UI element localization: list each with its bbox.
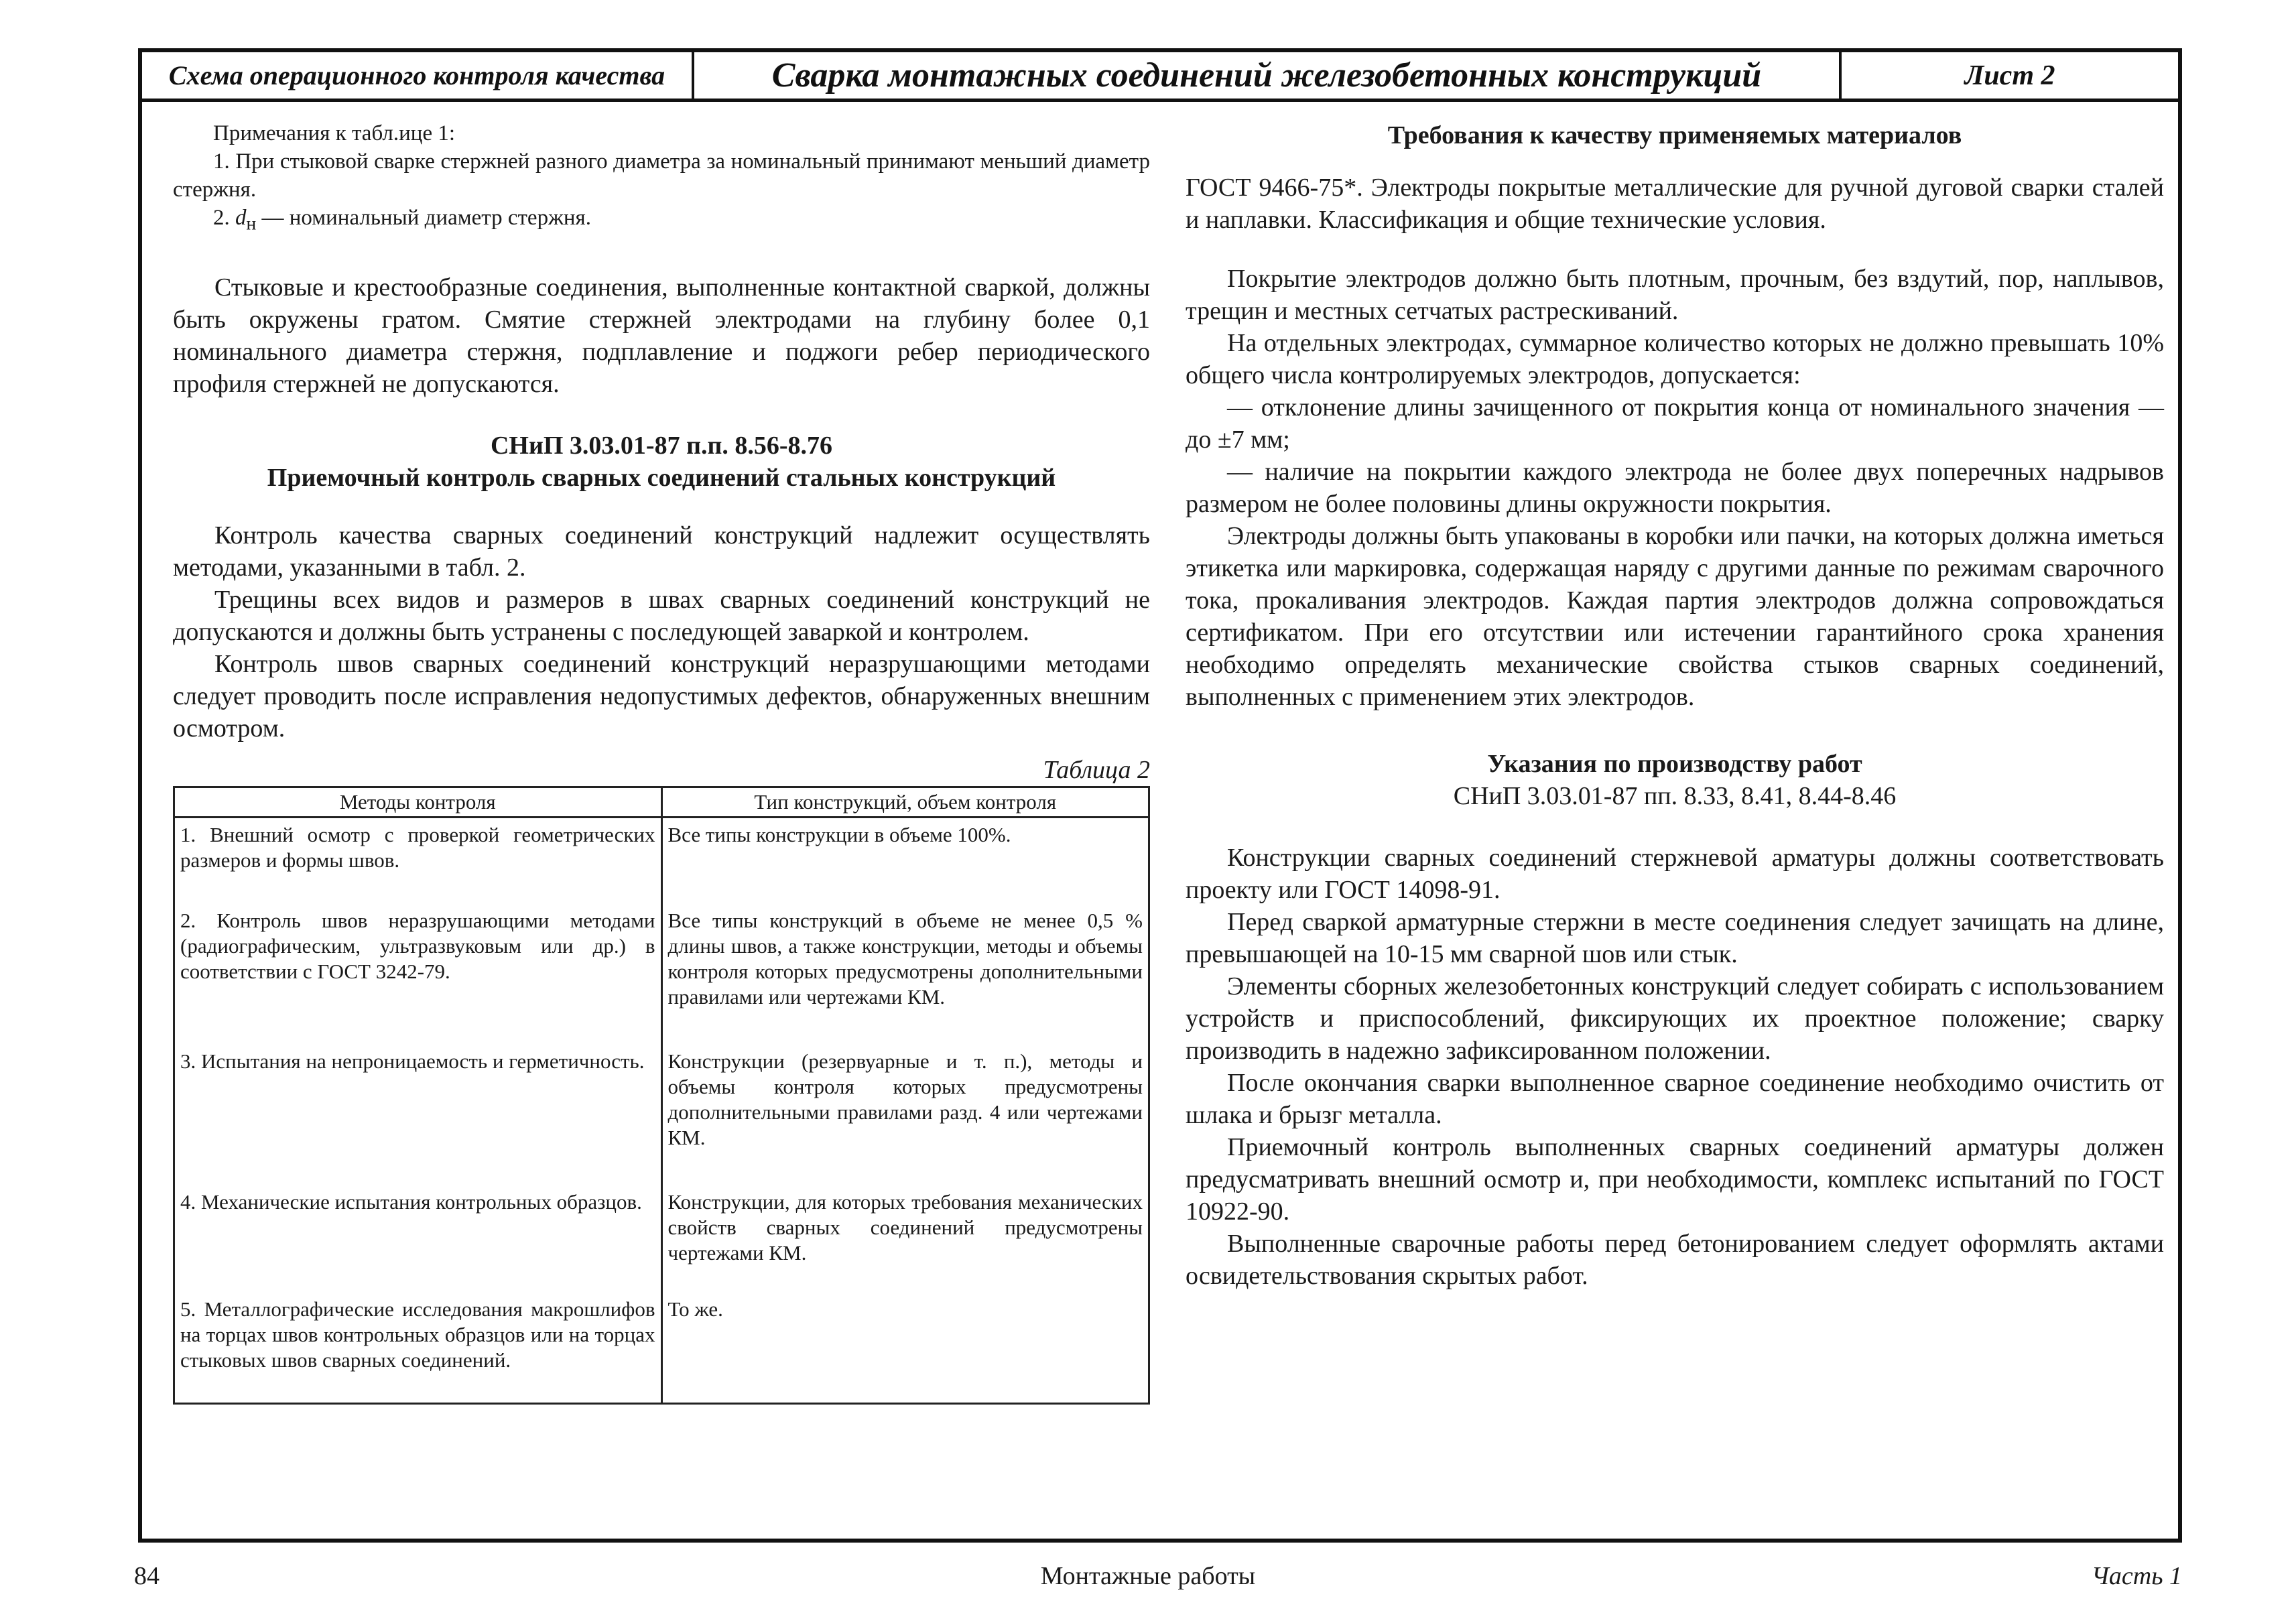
- paragraph-quality-control: Контроль качества сварных соединений конструкций надлежит осуществлять методами, указанными в табл. 2.: [173, 521, 1150, 582]
- header-sheet-number: Лист 2: [1964, 60, 2055, 91]
- right-column: [1186, 119, 2164, 1292]
- table-cell-method: 4. Механические испытания контрольных образцов.: [174, 1185, 662, 1293]
- snip-heading: СНиП 3.03.01-87 п.п. 8.56-8.76: [490, 431, 833, 460]
- note-2-prefix: 2.: [213, 206, 235, 230]
- work-instructions-heading: Указания по производству работ: [1487, 750, 1862, 778]
- note-1: 1. При стыковой сварке стержней разного диаметра за номинальный принимают меньший диаметр стержня.: [173, 149, 1150, 202]
- control-methods-table: [173, 786, 1150, 1405]
- paragraph-coating: Покрытие электродов должно быть плотным, прочным, без вздутий, пор, наплывов, трещин и местных сетчатых растрескиваний.: [1186, 265, 2164, 325]
- table-cell-scope: Все типы конструкции в объеме 100%.: [661, 817, 1149, 904]
- paragraph-coating-tears: — наличие на покрытии каждого электрода не более двух поперечных надрывов размером не более половины длины окружности покрытия.: [1186, 458, 2164, 518]
- table-header-methods: Методы контроля: [174, 787, 662, 817]
- table-cell-method: 2. Контроль швов неразрушающими методами (радиографическим, ультразвуковым или др.) в соответствии с ГОСТ 3242-79.: [174, 904, 662, 1045]
- header-scheme-title: Схема операционного контроля качества: [142, 52, 694, 99]
- paragraph-cleaning-rebar: Перед сваркой арматурные стержни в месте соединения следует зачищать на длине, превышающей на 10-15 мм сварной шов или стык.: [1186, 908, 2164, 968]
- page-frame: [138, 48, 2182, 1543]
- paragraph-length-deviation: — отклонение длины зачищенного от покрытия конца от номинального значения — до ±7 мм;: [1186, 393, 2164, 454]
- table-cell-method: 3. Испытания на непроницаемость и герметичность.: [174, 1045, 662, 1185]
- table-cell-method: 5. Металлографические исследования макрошлифов на торцах швов контрольных образцов или на торцах стыковых швов сварных соединений.: [174, 1293, 662, 1403]
- table-cell-scope: То же.: [661, 1293, 1149, 1403]
- note-2-text: — номинальный диаметр стержня.: [256, 206, 591, 230]
- header-table: [142, 52, 2178, 102]
- table-row: [174, 817, 1149, 904]
- materials-heading: Требования к качеству применяемых материалов: [1387, 121, 1962, 149]
- acceptance-control-heading: Приемочный контроль сварных соединений стальных конструкций: [267, 463, 1056, 492]
- table-row: [174, 1185, 1149, 1293]
- paragraph-cracks: Трещины всех видов и размеров в швах сварных соединений конструкций не допускаются и должны быть устранены с последующей заваркой и контролем.: [173, 585, 1150, 646]
- paragraph-contact-welding: Стыковые и крестообразные соединения, выполненные контактной сваркой, должны быть окружены гратом. Смятие стержней электродами на глубину более 0,1 номинального диаметра стержня, подплавление и поджоги ребер периодического профиля стержней не допускаются.: [173, 273, 1150, 398]
- paragraph-assembly: Элементы сборных железобетонных конструкций следует собирать с использованием устройств и приспособлений, фиксирующих их проектное положение; сварку производить в надежно зафиксированном положении.: [1186, 972, 2164, 1065]
- paragraph-allowed-deviations: На отдельных электродах, суммарное количество которых не должно превышать 10% общего числа контролируемых электродов, допускается:: [1186, 329, 2164, 389]
- paragraph-packaging: Электроды должны быть упакованы в коробки или пачки, на которых должна иметься этикетка или маркировка, содержащая наряду с другими данные по режимам сварочного тока, прокаливания электродов. Каждая партия электродов должна сопровождаться сертификатом. При его отсутствии или истечении гарантийного срока хранения необходимо определять механические свойства стыков сварных соединений, выполненных с применением этих электродов.: [1186, 522, 2164, 711]
- work-instructions-snip: СНиП 3.03.01-87 пп. 8.33, 8.41, 8.44-8.46: [1453, 782, 1897, 810]
- table-row: [174, 1045, 1149, 1185]
- page-number: 84: [134, 1562, 160, 1590]
- table-header-row: [174, 787, 1149, 817]
- footer-part: Часть 1: [2091, 1562, 2182, 1590]
- table-cell-method: 1. Внешний осмотр с проверкой геометрических размеров и формы швов.: [174, 817, 662, 904]
- footer-section-title: Монтажные работы: [1040, 1562, 1256, 1590]
- table-caption: Таблица 2: [1043, 755, 1150, 784]
- paragraph-slag-removal: После окончания сварки выполненное сварное соединение необходимо очистить от шлака и брызг металла.: [1186, 1069, 2164, 1129]
- table-header-types: Тип конструкций, объем контроля: [661, 787, 1149, 817]
- table-cell-scope: Конструкции (резервуарные и т. п.), методы и объемы контроля которых предусмотрены дополнительными правилами разд. 4 или чертежами КМ.: [661, 1045, 1149, 1185]
- paragraph-acceptance: Приемочный контроль выполненных сварных соединений арматуры должен предусматривать внешний осмотр и, при необходимости, комплекс испытаний по ГОСТ 10922-90.: [1186, 1133, 2164, 1226]
- table-row: [174, 1293, 1149, 1403]
- paragraph-rebar-joints: Конструкции сварных соединений стержневой арматуры должны соответствовать проекту или ГОСТ 14098-91.: [1186, 844, 2164, 904]
- table-row: [174, 904, 1149, 1045]
- note-2-subscript: н: [246, 212, 257, 234]
- table-cell-scope: Конструкции, для которых требования механических свойств сварных соединений предусмотрены чертежами КМ.: [661, 1185, 1149, 1293]
- left-column: [173, 119, 1150, 1405]
- table-cell-scope: Все типы конструкций в объеме не менее 0,5 % длины швов, а также конструкции, методы и объемы контроля которых предусмотрены дополнительными правилами или чертежами КМ.: [661, 904, 1149, 1045]
- note-2: [173, 204, 1150, 238]
- notes-title: Примечания к табл.ице 1:: [213, 121, 456, 145]
- note-2-symbol: d: [235, 206, 247, 230]
- table1-notes: [173, 119, 1150, 238]
- paragraph-ndt: Контроль швов сварных соединений конструкций неразрушающими методами следует проводить после исправления недопустимых дефектов, обнаруженных внешним осмотром.: [173, 649, 1150, 742]
- header-document-title: Сварка монтажных соединений железобетонных конструкций: [694, 52, 1842, 99]
- paragraph-gost-electrodes: ГОСТ 9466-75*. Электроды покрытые металлические для ручной дуговой сварки сталей и наплавки. Классификация и общие технические условия.: [1186, 174, 2164, 234]
- paragraph-hidden-works: Выполненные сварочные работы перед бетонированием следует оформлять актами освидетельствования скрытых работ.: [1186, 1230, 2164, 1290]
